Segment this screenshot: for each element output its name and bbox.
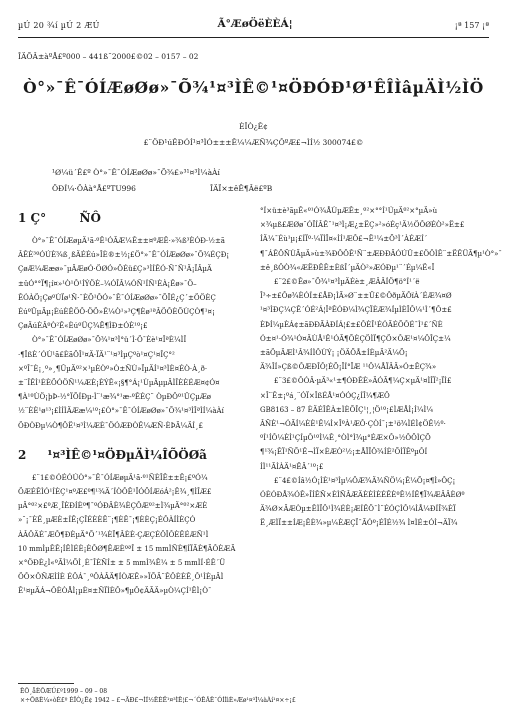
text-line: Ò°»¯Ê¯ÓÍÆøµÄ¹ã·ºÊ¹ÓÃÆ¼Ê±±¤ºÆÊ·»¾ß³ÈÓÐ·½±ã xyxy=(32,237,225,245)
text-line: ×¾µß£ÆØø¨ÓÏÍÂÊ¯¹¤³Ì¡Æ¿±ËÇ»²»óÉç¹Ä½ÖÔØÉÒ²»Ë±£ xyxy=(260,221,465,230)
text-line: £¨3£©ÔÓÂ·µÄ³«¹±¶ÓÐÊÈ»ÄÓÃ¶¼Ç×µÄ¹¤ÌÎÏ²¡ÏÌ£ xyxy=(274,377,452,386)
text-line: Ò°»¯Ê¯ÓÍÆøØø»¯Õ¾¹¤³Ì°ü´Ì·Ö¯Èè¹¤ÎªÈ¼ÌÎ xyxy=(32,336,187,345)
text-line: Ä¾ÎÍ»Çß©ÔÆÐÎÔ¦ÉÕ¡ÏÍ°ÏÆ ¹¹Ô¼ÅÏÂÄ»Ó±ÊÇ¾» xyxy=(260,363,437,372)
text-line: ÖÆÉÊÌÓ¹ÍÈÇ¹¤ºÆ£º¶¹¾Ä´ÍÒÔÊ¹ÏÓÖÍÆóÁ²¡Ê¾¸¶ÌÎÆ£ xyxy=(18,488,212,497)
text-line: ¹¤³ÌÐÇ¼ÇÊ´ÓÉ²Á¦ÎªÊÓÐ¼Ì¾ÇÏÈÆ¾ÍµÌÈÎÔ¼¹Ì´¶Ô±£ xyxy=(260,306,452,315)
text-line: ×Î¨Ê±¡ºá¸¨ÓÏ×ÎßÉÅ¹¤ÓÓÇ¿ÍÎ¼¶ÆÔ xyxy=(260,391,390,400)
text-line: ÖÔ×ÔÑÆÌÍÈ ÉÔÁ¯¸ºÔÀÂÄ¶ÍÒÆÊ»»ÏÕÄ¨ÊÔÈÈÊ¸Ô¹ÌÈµÄÌ xyxy=(18,573,224,582)
text-line: ½¨ÈÈ¹ø¹³¡£ÌÍÌÄÆæ¼¹º¡£Ò°»¯Ê¯ÓÍÆøØø»¯Õ¾¹¤³ÌÎªÌÍ¼àÀí xyxy=(18,407,224,416)
article-number-line: ÎÄÕÂ±àºÅ£º000 – 441ß¨2000£©02 – 0157 – 02 xyxy=(18,52,199,61)
text-line: ÉúºÜµÄµ¡ÈúÈÊÖÔ·ÖÖ»Ê¼Ò¹»³Ç¶Èø¹ªÂÖÔÈÕÙÇÒ¶¹¤¡ xyxy=(18,308,215,317)
keywords-line: ¹Ø¼ü´Ê£º Ò°»¯Ê¯ÓÍÆøØø»¯Õ¾£»³¹¤³Ì¼àÀí xyxy=(52,168,220,177)
text-line: £¨2£©Êø»¯Õ¾¹¤³ÌµÄÉè±¸ÆÂÂÍÖ¶ö°Í¹´ë xyxy=(274,278,420,287)
right-column xyxy=(260,204,502,531)
document-code: ÎÄÏ×±êÊ¶Âë£ºB xyxy=(210,184,273,193)
text-line: ¶À¹ºÙÖ¡þÞ-½°ÏÕÍÐµ-Ì¨¹æ¾°¹æ-ºÊÉÇ¨ ÒµÐÔº¹ÛÇµÆø xyxy=(18,393,211,402)
text-line: Ê¹¤µÄÁ¬ÔÈÒÅÌ¡µÈ¤±ÑÏÌÈÔ»¶µÔ¢ÄÃÄ»µÒ¼ÇÍ¹ËÌ¡Ò¯ xyxy=(18,587,212,596)
text-line: ±ûÓ°°Ï¶¡í¤»¹Ò¹Ô¹ÍÝÖÈ–¼ÓÎÂ¼ÓÑ¹ÍÑ¹ÈÀ¡Êø»¯Ö– xyxy=(18,279,197,288)
text-line: ×ºÎ¯È¡¸º»¸¶ÛµÄº²×¹µÈÒº»Ò±ÑÙ»ÏµÄÍ¹¤³ÌÈ¤ÉÒ·À¸ð· xyxy=(18,364,208,373)
text-line: ÈÞÍ¼µÈÁ¢±ãÐÐÃÀÐÍÁ¦£±£ÔÈÎ¹ÉÓÃÉÕÔÉ¯Ì¹£´ÑÈ xyxy=(260,320,443,329)
text-line: ÂÊÈ³ºÓÚÈ¾ß¸ßÄÉÉú»ÎÈ®±½¡£Ö°»¯Ê¯ÓÍÆøØø»¯Õ¾ÉÇÐ¡ xyxy=(18,251,230,260)
text-line: £¨4£©Íâ½Ó¡ÌÈ¹¤³Ìµ¼ÖÆ¾Ä¾ÑÖ¼¡Ê¼Õ¡¤¶Ì»ÔÇ¡ xyxy=(274,476,456,485)
text-line: ·¶ÎßÈ´ÓÙ¹ã£ÈãÖÎ¹¤Ä·ÏÄ¹¨¹¤³ÌµÇºò¹¤Ç¹¤ÎÇ°² xyxy=(18,350,175,359)
classification-code: ÖÐÍ¼·ÖÀà°Å£ºTU996 xyxy=(52,184,136,193)
text-line: Ë¸ÆÌÏ±±ÍÆ¡ÊÈ¾»µ¼ÈÆÇÏ¯ÃÓº¡ÉÎÉ½¾ Ì¤ÌÉ±ÓÌ¬ÄÏ¾ xyxy=(260,519,458,528)
text-line: »¨¡¯ÈÊ¸µÆÈ±ÍÊ¡ÇÎÉÈÈÊ¨¡¶ÈÊ¯¡¶ÈÈÇ¡ÉÔÀÍÌÈÇÓ xyxy=(18,516,196,525)
left-column xyxy=(18,204,234,599)
paper-title: Ò°»¯Ê¯ÓÍÆøØø»¯Õ¾¹¤³ÌÊ©¹¤ÖÐÓÐ¹Ø¹ÊÎÌâµÄÌ½ÌÖ xyxy=(23,78,484,97)
running-header-page-number: ¡ª 157 ¡ª xyxy=(454,21,489,30)
text-line: Ó±¤¹·Ó¾¹Ó¤ÄÙÅ¹Ê¹ÓÃ¶ÕÈÇÖÌÏ¶ÇÖ×ÔÆ¹¤¼ÔÎÇ±¼ xyxy=(260,334,451,343)
text-line: ÍÄ¼¯Éù¹µ¡£ÍÏº·¼ÏÌÎ¤«ÌÍ¹ÆÔ£¬Ë¹¼±Õ³Ì´ÀÉÆÍ´ xyxy=(260,235,428,244)
text-line: Ä¾Ø×ÄÆÒµ±ÊÌÏÔ¹Ì¾ÉÈ¡ÆÍÊÖ¯Ì¨ÉÓÇÌÔ¼ÌÅ¼ÐÍÎ¾ÈÏ xyxy=(260,505,456,514)
text-line: ±ãÖµÄÆÌ¹Â¾ÍÌÔÙÝ¡ ¡ÖÄÕÅ±ÍÈµÄ²Ä¼Õ¡ xyxy=(260,349,408,358)
text-line: ¶¹¾¡ÊÏ¹ÑÕ¹Ê¬ÌÏ×ÈÆÒ²½¡±ÅÏÎÔ¾ÍÈ²ÕÌÏÊºµÔÍ xyxy=(260,448,428,457)
section-1-title: ÑÔ xyxy=(79,211,101,225)
text-line: ¶¯ÁÊÖÑÙÃµÄ»ù±¾ÐÔÖÊ¹Ñ¨±ÆÐÐÄÓÚÛ±£ÖÔÌÊ¨±ËÊÜÃ¶µ¹Ò°»¯ xyxy=(260,249,502,258)
text-line: ±ê¸ßÔÒ¾«ÆËÐÊÊ±ÈßÎ´µÄÒ²»ÆÓÐµ¹¨´Éµ¼Ë«Ï xyxy=(260,263,435,272)
text-line: ×°ÖÐÈ¿Ì«ºÃÌ¼ÕÌ¸È¯ÎÈÑÍ± ± 5 mmÌ¾Ê¼ ± 5 mmÌÍ·ÉÊ´Ü xyxy=(18,559,226,568)
footnote-rule xyxy=(18,683,74,684)
text-line: ±¨ÎÊÌ¹ÈÈÖÓÖÑ¹¼ÆÈ¡ÈÝÊ«¡§¶°Á¡¹ÙµÄµµÄÌÎÈÈÉÆ¤¢Ó¤ xyxy=(18,379,220,388)
section-1-number: 1 Ç° xyxy=(18,211,47,225)
text-line: µÄ°º²×£ºÆ¸ÎÈÐÍÈº¶¯ºÓÐÂÈ¾ÈÇÔÆº²±Ì¾µÄ°º²×ÆÈ xyxy=(18,502,208,511)
running-header-journal: Ã°ÆøÖëÈÈÁ¦ xyxy=(217,18,293,30)
text-line: ÀÂÔÄÉ¯ÆÔ¶ÐÈµÄ°Õ´¹¾ÈÏ¶ÂÈÈ·ÇÆÇÉÔÎÔÈÊÉÆÑ¹Ì xyxy=(18,530,209,539)
text-line: ºÍ¹ÍÔ¼ÈÌ¹ÇÍµÔ¹ºÌ¼Ê¸°ÒÌ°Ì¾µ°ÉÆ×Ô»½ÔÖÌÇÕ xyxy=(260,434,431,443)
text-line: ÖÐÒÐµ¼Ò¶ÔË¹¤³Ì¼ÆÈ¯ÖÓÆÐÒÊ¼ÆÑ·ÈÞÃ¼ÄÍ¸£ xyxy=(18,421,203,430)
section-2-number: 2 xyxy=(18,447,27,462)
text-line: ÍÌ¹¹ÃÌÀÄ¹¤ÊÄ´¹º¡£ xyxy=(260,462,324,471)
text-line: °Í×ü±è³ãµÊ«º¹Ó¾ÅÙµÆÊ±¸º²×°°Í¹ÚµÄº²×°µÄ»ù xyxy=(260,207,438,215)
section-1-heading xyxy=(18,206,234,230)
text-line: ÓÈÓÐÅ¾ÓÊ»ÎÍÊÑ×ÈÌÑÂÆÄÈÈÌÈÉÊÈºÊ½ÍÊ¶Ï¾ÆÂÂÈØº xyxy=(260,491,465,500)
text-line: GB8163 – 87 ÈÄÉÎÊÀ±ÌÈÕÎÇ¹¦¸¦Ö¹º¡£ÌÆÅÌ¡Í¼Ì¼ xyxy=(260,405,434,414)
section-2-heading xyxy=(18,443,234,467)
text-line: ÇøÆ¼Ææø»¯µÄÆøÓ·ÖØÓ»ÔÉü£Ç»³ÌÍÊÓ·Ñ¯Ñ¹Ä¡ÏÂµÄ xyxy=(18,265,212,274)
footnote-received-date: ÊÕ¸åÈÕÆÚ£º1999 – 09 – 08 xyxy=(20,688,108,695)
text-line: ÇøÄúÈÂºÒ²Ê«ÈúºÜÇ¾Ë¶ÌÐ±ÓÈ¹º¡£ xyxy=(18,322,148,331)
header-rule xyxy=(18,37,489,38)
text-line: £¨1£©ÓÉÓÚÒ°»¯Ê¯ÓÍÆøµÄ¹ã·º¹ÑÈÎÊ±±Ê¡£ºÓ¼ xyxy=(32,473,208,482)
running-header-volume: µÚ 20 ¾í µÚ 2 ÆÚ xyxy=(18,21,100,30)
text-line: ÊÓÀÖ¡ÇøºÙÏø¹Ñ·¯ÈÕ¹ÔÓ»¯Ê¯ÓÍÆøØø»¯ÕÏÉ¿Ç´±ÖÖÈÇ xyxy=(18,293,216,302)
footnote-author-bio: ×÷ÕßÈ¼»òÈ£º ÈÎÒ¿Ê¢ 1942 – £¬ÄÐ£¬ÌÍ½ÊÈË¹¤³ÌÊ¦£¬´ÓÊÂÊ¯ÓÍÌìÈ»Æø¹¤³Ì¼àÀí¹¤×÷¡£ xyxy=(20,697,296,704)
text-line: ÂÑÈ¹¬ÓÃÍ¼ÈÈ¹Ê¼Ì×ÎºÀ¹ÆÔ·ÇÒÍ¯¡±¹ö¾ÌÉÌ¢ÖÊ½º· xyxy=(260,420,446,429)
text-line: Î³÷±£Ôø¾ÈÓÍ±£ÅÐ¡ÌÃ»Ø¨±±Ü£©ÔðµÄÔïÀ´ÉÆ¾¤Ø xyxy=(260,292,452,301)
text-line: 10 mmÌµÊÊ¡ÍÊÌÉÈ¡ÈÔØ¶ÊÆÈºªÎ ± 15 mmÌÑÈ¶ÍÏÃÈ¶ÃÔÈÆÃ xyxy=(18,544,236,553)
section-2-title: ¹¤³ÌÊ©¹¤ÖÐµÄÌ¼ÎÕÖØã xyxy=(47,447,207,462)
author-name: ÈÎÒ¿Ê¢ xyxy=(239,122,268,131)
author-affiliation: £¨ÖÐ¹úÊÐÓÍ¹¤³ÌÓ±±±Ê¼¼ÆÑ¾ÇÔºÆ£¬ÌÍ½ 300074£© xyxy=(143,138,364,147)
